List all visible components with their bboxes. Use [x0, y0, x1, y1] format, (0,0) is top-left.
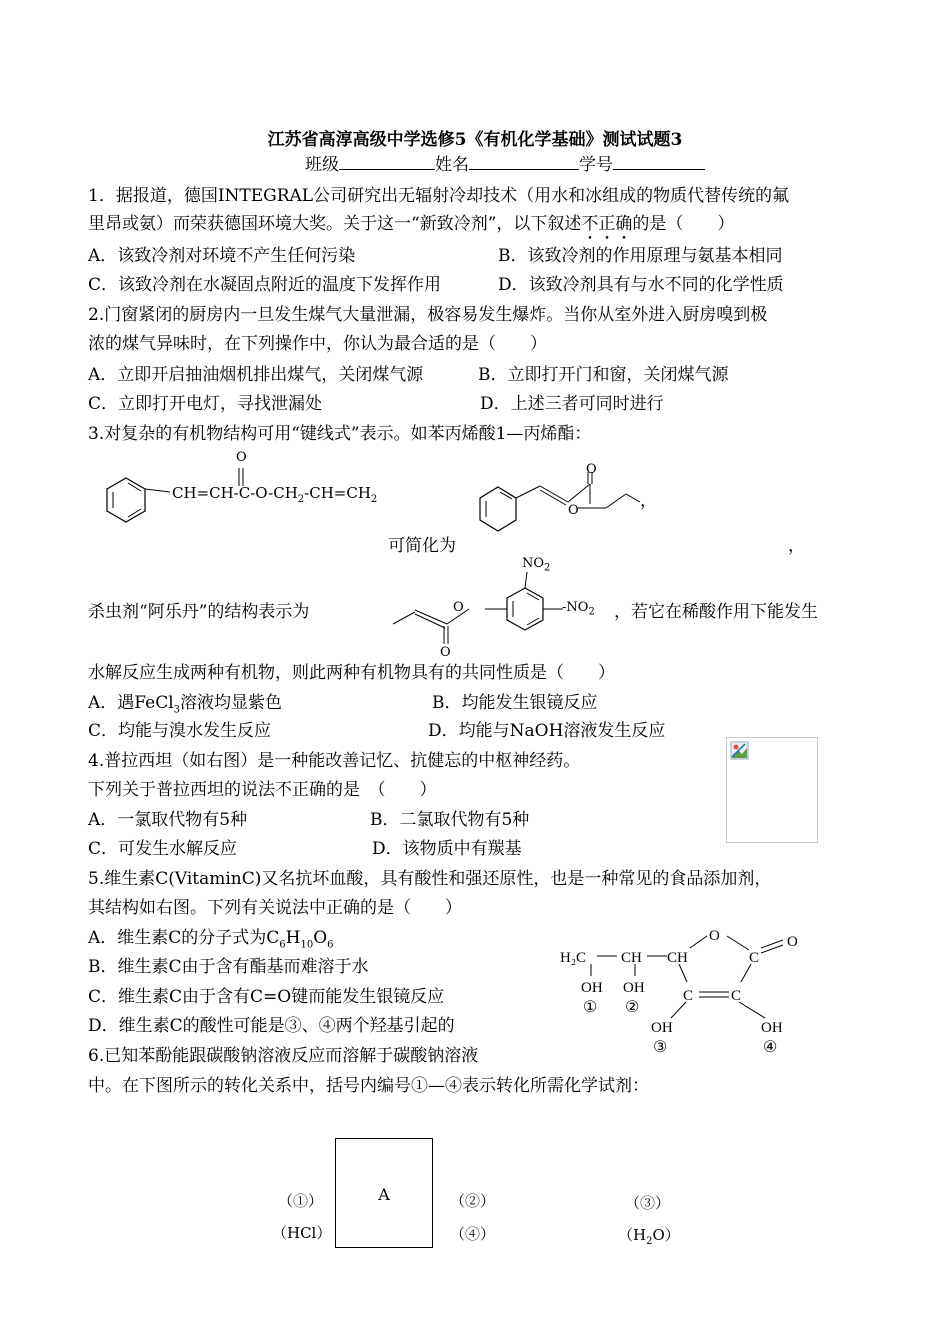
vc-o-dbl: O [787, 934, 798, 950]
q3-option-d: D．均能与NaOH溶液发生反应 [428, 721, 666, 741]
q6-line1: 6.已知苯酚能跟碳酸钠溶液反应而溶解于碳酸钠溶液 [88, 1046, 479, 1066]
q2-line2: 浓的煤气异味时，在下列操作中，你认为最合适的是（ ） [88, 334, 547, 354]
q3-option-b: B．均能发生银镜反应 [432, 693, 598, 713]
formula-text: $CH=CH-C-O-CH_2-CH=CH_2$ [172, 484, 378, 505]
no2-right: $-NO_2$ [562, 600, 595, 618]
vc-n1: ① [583, 999, 598, 1016]
reagent-3-h2o: $(H_2O)$ [618, 1226, 680, 1247]
class-label: 班级 [305, 155, 339, 175]
vc-c2: C [683, 988, 694, 1004]
alledan-carbonyl-o: O [440, 645, 451, 660]
name-blank[interactable] [469, 153, 579, 170]
vc-o-ring: O [709, 928, 720, 944]
no2-upper: $NO_2$ [522, 556, 551, 574]
id-blank[interactable] [613, 153, 705, 170]
vc-n2: ② [625, 999, 640, 1016]
q1-option-d: D．该致冷剂具有与水不同的化学性质 [498, 275, 784, 295]
comma-2: ， [788, 536, 805, 556]
vc-n3: ③ [653, 1039, 668, 1056]
q5-option-b: B．维生素C由于含有酯基而难溶于水 [88, 957, 369, 977]
vc-oh4: OH [761, 1020, 783, 1036]
reagent-2: （②） [450, 1192, 496, 1210]
insecticide-label: 杀虫剂“阿乐丹”的结构表示为 [88, 602, 310, 622]
name-label: 姓名 [435, 155, 469, 175]
q3-option-c: C．均能与溴水发生反应 [88, 721, 272, 741]
vc-oh2: OH [623, 980, 645, 996]
comma-1: ， [640, 491, 657, 511]
vc-ch1: CH [621, 950, 642, 966]
q4-option-c: C．可发生水解反应 [88, 839, 238, 859]
q1-option-b: B．该致冷剂的作用原理与氨基本相同 [498, 246, 783, 266]
class-blank[interactable] [339, 153, 435, 170]
alledan-ester-o: O [453, 600, 464, 615]
q4-line1: 4.普拉西坦（如右图）是一种能改善记忆、抗健忘的中枢神经药。 [88, 751, 581, 771]
vc-oh1: OH [581, 980, 603, 996]
q5-line1: 5.维生素C(VitaminC)又名抗坏血酸，具有酸性和强还原性，也是一种常见的食品添加剂， [88, 869, 772, 889]
broken-image-icon [730, 741, 750, 761]
vc-oh3: OH [651, 1020, 673, 1036]
vc-n4: ④ [763, 1039, 778, 1056]
q5-line2: 其结构如右图。下列有关说法中正确的是（ ） [88, 898, 462, 918]
q4-line2: 下列关于普拉西坦的说法不正确的是 （ ） [88, 780, 437, 800]
q1-line1: 1．据报道，德国INTEGRAL公司研究出无辐射冷却技术（用水和冰组成的物质代替传统的氟 [88, 186, 790, 206]
broken-image-placeholder [726, 737, 818, 843]
id-label: 学号 [579, 155, 613, 175]
compound-a-label: A [378, 1185, 390, 1204]
carbonyl-o: O [236, 450, 247, 465]
simplified-o-top: O [586, 462, 597, 477]
q4-option-b: B．二氯取代物有5种 [370, 810, 530, 830]
simplify-label: 可简化为 [388, 536, 456, 556]
page-title: 江苏省高淳高级中学选修5《有机化学基础》测试试题3 [267, 130, 683, 150]
reagent-3: （③） [625, 1194, 671, 1212]
student-info [305, 153, 705, 176]
q1-line2: 里昂或氨）而荣获德国环境大奖。关于这一“新致冷剂”，以下叙述不正确的是（ ） [88, 214, 735, 234]
q2-option-d: D．上述三者可同时进行 [480, 394, 664, 414]
q2-option-c: C．立即打开电灯，寻找泄漏处 [88, 394, 323, 414]
skeletal-formula-simplified [468, 462, 648, 537]
q4-option-d: D．该物质中有羰基 [372, 839, 522, 859]
reagent-1-hcl: （HCl） [272, 1224, 332, 1242]
q3-line-last: 水解反应生成两种有机物，则此两种有机物具有的共同性质是（ ） [88, 663, 615, 683]
q5-option-d: D．维生素C的酸性可能是③、④两个羟基引起的 [88, 1016, 455, 1036]
q2-line1: 2.门窗紧闭的厨房内一旦发生煤气大量泄漏，极容易发生爆炸。当你从室外进入厨房嗅到极 [88, 305, 768, 325]
q6-line2: 中。在下图所示的转化关系中，括号内编号①—④表示转化所需化学试剂： [88, 1076, 649, 1096]
q2-option-a: A．立即开启抽油烟机排出煤气，关闭煤气源 [88, 365, 424, 385]
vc-h2c: H₂C [560, 950, 587, 966]
q3-line1: 3.对复杂的有机物结构可用“键线式”表示。如苯丙烯酸1—丙烯酯： [88, 424, 592, 444]
q3-tail: ，若它在稀酸作用下能发生 [614, 602, 818, 622]
reagent-4: （④） [450, 1225, 496, 1243]
q5-option-a: A．维生素C的分子式为$C_6H_{10}O_6$ [88, 928, 334, 951]
vc-ch2: CH [667, 950, 688, 966]
q5-option-c: C．维生素C由于含有C=O键而能发生银镜反应 [88, 987, 445, 1007]
simplified-o-ester: O [568, 503, 579, 518]
compound-a-box [335, 1138, 433, 1248]
vc-c1: C [749, 950, 760, 966]
q1-option-c: C．该致冷剂在水凝固点附近的温度下发挥作用 [88, 275, 442, 295]
q1-option-a: A．该致冷剂对环境不产生任何污染 [88, 246, 356, 266]
q2-option-b: B．立即打开门和窗，关闭煤气源 [478, 365, 729, 385]
reagent-1: （①） [278, 1192, 324, 1210]
q3-option-a: A．遇FeCl$_3$溶液均显紫色 [88, 693, 283, 716]
q4-option-a: A．一氯取代物有5种 [88, 810, 248, 830]
vc-c3: C [731, 988, 742, 1004]
vitamin-c-structure [555, 920, 815, 1060]
